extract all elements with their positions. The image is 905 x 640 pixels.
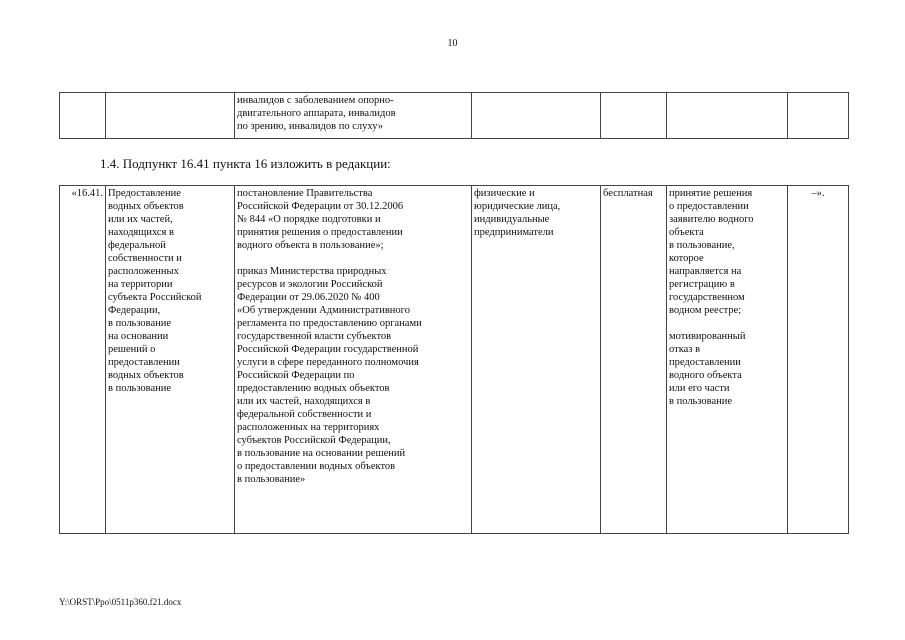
paragraph-gap xyxy=(237,252,469,265)
text-line: Федерации, xyxy=(108,305,161,316)
text-line: объекта xyxy=(669,227,704,238)
top-cell-legal-basis xyxy=(235,93,472,139)
text-line: отказ в xyxy=(669,344,701,355)
text-line: Российской Федерации государственной xyxy=(237,344,419,355)
top-cell-result xyxy=(667,93,788,139)
text-line: водного объекта xyxy=(669,370,742,381)
text-line: на территории xyxy=(108,279,173,290)
cell-item-number: «16.41. xyxy=(60,186,106,534)
text-line: в пользование на основании решений xyxy=(237,448,406,459)
text-line: водного объекта в пользование»; xyxy=(237,240,384,251)
text-line: постановление Правительства xyxy=(237,188,373,199)
text-line: федеральной собственности и xyxy=(237,409,372,420)
cell-legal-basis xyxy=(235,186,472,534)
text-line: приказ Министерства природных xyxy=(237,266,387,277)
text-line: предприниматели xyxy=(474,227,554,238)
text-line: которое xyxy=(669,253,704,264)
text-line: регламента по предоставлению органами xyxy=(237,318,422,329)
text-line: предоставлении xyxy=(669,357,741,368)
text-line: находящихся в xyxy=(108,227,174,238)
text-line: индивидуальные xyxy=(474,214,550,225)
text-line: бесплатная xyxy=(603,188,653,199)
page-number: 10 xyxy=(447,38,458,49)
text-line: субъектов Российской Федерации, xyxy=(237,435,391,446)
text-line: в пользование xyxy=(108,318,172,329)
text-line: водных объектов xyxy=(108,201,184,212)
top-cell-applicants xyxy=(472,93,601,139)
text-line: «Об утверждении Административного xyxy=(237,305,410,316)
text-line: расположенных xyxy=(108,266,179,277)
continued-table-fragment xyxy=(59,92,849,139)
text-line: собственности и xyxy=(108,253,182,264)
text-line: о предоставлении xyxy=(669,201,749,212)
text-line: субъекта Российской xyxy=(108,292,202,303)
text-line: № 844 «О порядке подготовки и xyxy=(237,214,381,225)
text-line: двигательного аппарата, инвалидов xyxy=(237,108,396,119)
text-line: в пользование» xyxy=(237,474,306,485)
text-line: юридические лица, xyxy=(474,201,561,212)
text-line: регистрацию в xyxy=(669,279,735,290)
services-table xyxy=(59,185,849,534)
text-line: заявителю водного xyxy=(669,214,754,225)
text-line: государственном xyxy=(669,292,745,303)
text-line: в пользование xyxy=(669,396,733,407)
text-line: на основании xyxy=(108,331,169,342)
text-line: направляется на xyxy=(669,266,742,277)
text-line: ресурсов и экологии Российской xyxy=(237,279,383,290)
top-cell-fee xyxy=(601,93,667,139)
text-line: или их частей, находящихся в xyxy=(237,396,371,407)
text-line: в пользование, xyxy=(669,240,735,251)
cell-result xyxy=(667,186,788,534)
text-line: решений о xyxy=(108,344,156,355)
text-line: по зрению, инвалидов по слуху» xyxy=(237,121,383,132)
table-row xyxy=(60,93,849,139)
text-line: предоставлению водных объектов xyxy=(237,383,390,394)
text-line: мотивированный xyxy=(669,331,746,342)
top-cell-number xyxy=(60,93,106,139)
top-cell-service xyxy=(106,93,235,139)
paragraph-gap xyxy=(669,317,785,330)
text-line: Предоставление xyxy=(108,188,181,199)
text-line: Федерации от 29.06.2020 № 400 xyxy=(237,292,380,303)
section-heading: 1.4. Подпункт 16.41 пункта 16 изложить в редакции: xyxy=(100,156,391,171)
table-row xyxy=(60,186,849,534)
text-line: расположенных на территориях xyxy=(237,422,380,433)
text-line: физические и xyxy=(474,188,535,199)
text-line: услуги в сфере переданного полномочия xyxy=(237,357,419,368)
text-line: инвалидов с заболеванием опорно- xyxy=(237,95,394,106)
text-line: водных объектов xyxy=(108,370,184,381)
cell-last: –». xyxy=(788,186,849,534)
cell-fee xyxy=(601,186,667,534)
text-line: федеральной xyxy=(108,240,166,251)
text-line: принятия решения о предоставлении xyxy=(237,227,403,238)
cell-applicants xyxy=(472,186,601,534)
file-path-footer: Y:\ORST\Ppo\0511p360.f21.docx xyxy=(59,597,182,607)
top-cell-last xyxy=(788,93,849,139)
text-line: водном реестре; xyxy=(669,305,742,316)
text-line: или их частей, xyxy=(108,214,173,225)
text-line: или его части xyxy=(669,383,730,394)
text-line: о предоставлении водных объектов xyxy=(237,461,396,472)
text-line: в пользование xyxy=(108,383,172,394)
text-line: Российской Федерации от 30.12.2006 xyxy=(237,201,404,212)
text-line: принятие решения xyxy=(669,188,753,199)
text-line: государственной власти субъектов xyxy=(237,331,392,342)
cell-service-name xyxy=(106,186,235,534)
text-line: Российской Федерации по xyxy=(237,370,355,381)
text-line: предоставлении xyxy=(108,357,180,368)
